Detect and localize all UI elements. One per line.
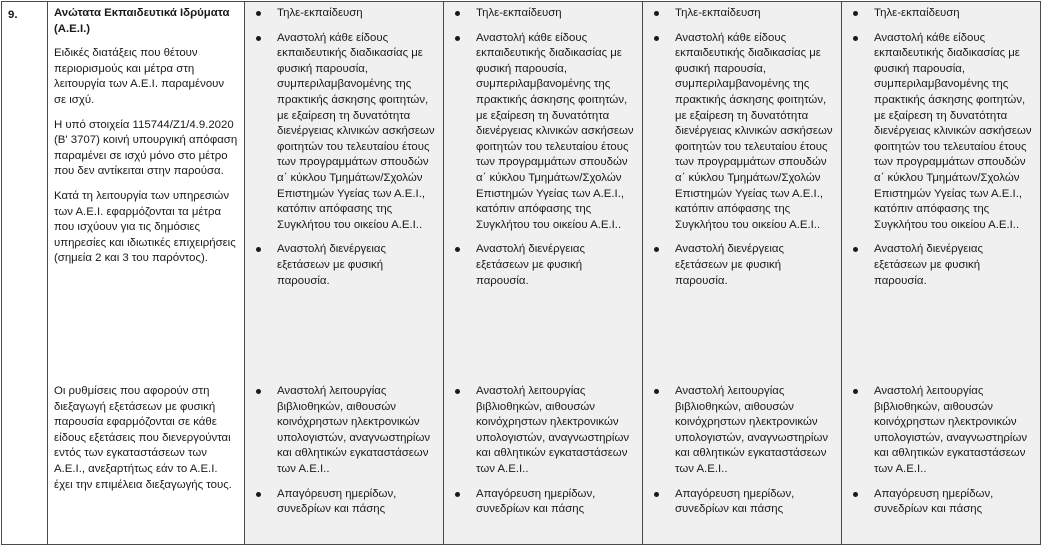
measures-column-2 [444,380,643,545]
category-paragraph: Οι ρυθμίσεις που αφορούν στη διεξαγωγή εξετάσεων με φυσική παρουσία εφαρμόζονται σε κάθε είδους εξετάσεις που διενεργούνται εντός των εγκαταστάσεων των Α.Ε.Ι., ανεξαρτήτως εάν το Α.Ε.Ι. έχει την επιμέλεια διεξαγωγής τους. [54,385,232,491]
measure-item: Αναστολή λειτουργίας βιβλιοθηκών, αιθουσών κοινόχρηστων ηλεκτρονικών υπολογιστών, αναγνωστηρίων και αθλητικών εγκαταστάσεων των Α.Ε.Ι.. [251,384,437,478]
measure-item: Τηλε-εκπαίδευση [848,6,1034,22]
measures-column-4 [842,380,1041,545]
category-cell [48,380,245,545]
measure-item: Αναστολή κάθε είδους εκπαιδευτικής διαδικασίας με φυσική παρουσία, συμπεριλαμβανομένης της πρακτικής άσκησης φοιτητών, με εξαίρεση τη δυνατότητα διενέργειας κλινικών ασκήσεων φοιτητών του τελευταίου έτους των προγραμμάτων σπουδών α΄ κύκλου Τμημάτων/Σχολών Επιστημών Υγείας των Α.Ε.Ι., κατόπιν απόφασης της Συγκλήτου του οικείου Α.Ε.Ι.. [450,31,636,234]
measures-list [450,384,636,518]
measure-item: Αναστολή διενέργειας εξετάσεων με φυσική παρουσία. [649,242,835,289]
measures-column-3 [643,2,842,381]
measures-column-1 [245,380,444,545]
measures-list [649,384,835,518]
category-paragraph: Η υπό στοιχεία 115744/Ζ1/4.9.2020 (Β' 3707) κοινή υπουργική απόφαση παραμένει σε ισχύ μόνο στο μέτρο που δεν αντίκειται στην παρούσα. [54,118,238,178]
measure-item: Αναστολή κάθε είδους εκπαιδευτικής διαδικασίας με φυσική παρουσία, συμπεριλαμβανομένης της πρακτικής άσκησης φοιτητών, με εξαίρεση τη δυνατότητα διενέργειας κλινικών ασκήσεων φοιτητών του τελευταίου έτους των προγραμμάτων σπουδών α΄ κύκλου Τμημάτων/Σχολών Επιστημών Υγείας των Α.Ε.Ι., κατόπιν απόφασης της Συγκλήτου του οικείου Α.Ε.Ι.. [649,31,835,234]
measure-item: Αναστολή λειτουργίας βιβλιοθηκών, αιθουσών κοινόχρηστων ηλεκτρονικών υπολογιστών, αναγνωστηρίων και αθλητικών εγκαταστάσεων των Α.Ε.Ι.. [649,384,835,478]
measures-list [450,6,636,289]
measures-column-1 [245,2,444,381]
measures-list [251,6,437,289]
measures-table [1,1,1041,545]
category-paragraph: Ειδικές διατάξεις που θέτουν περιορισμούς και μέτρα στη λειτουργία των Α.Ε.Ι. παραμένουν σε ισχύ. [54,47,225,106]
category-cell [48,2,245,381]
measure-item: Αναστολή διενέργειας εξετάσεων με φυσική παρουσία. [251,242,437,289]
measure-item: Τηλε-εκπαίδευση [649,6,835,22]
category-title: Ανώτατα Εκπαιδευτικά Ιδρύματα (Α.Ε.Ι.) [54,7,230,35]
row-number: 9. [2,2,48,381]
measures-list [251,384,437,518]
measure-item: Απαγόρευση ημερίδων, συνεδρίων και πάσης [450,487,636,518]
measure-item: Αναστολή λειτουργίας βιβλιοθηκών, αιθουσών κοινόχρηστων ηλεκτρονικών υπολογιστών, αναγνωστηρίων και αθλητικών εγκαταστάσεων των Α.Ε.Ι.. [450,384,636,478]
category-paragraph: Κατά τη λειτουργία των υπηρεσιών των Α.Ε.Ι. εφαρμόζονται τα μέτρα που ισχύουν για τις δημόσιες υπηρεσίες και ιδιωτικές επιχειρήσεις (σημεία 2 και 3 του παρόντος). [54,189,236,265]
measures-column-4 [842,2,1041,381]
table-row [2,380,1041,545]
measure-item: Απαγόρευση ημερίδων, συνεδρίων και πάσης [848,487,1034,518]
measure-item: Αναστολή διενέργειας εξετάσεων με φυσική παρουσία. [848,242,1034,289]
measure-item: Τηλε-εκπαίδευση [251,6,437,22]
measure-item: Αναστολή διενέργειας εξετάσεων με φυσική παρουσία. [450,242,636,289]
measures-list [848,6,1034,289]
measures-list [848,384,1034,518]
measures-column-3 [643,380,842,545]
measure-item: Τηλε-εκπαίδευση [450,6,636,22]
measure-item: Απαγόρευση ημερίδων, συνεδρίων και πάσης [649,487,835,518]
table-row [2,2,1041,381]
measure-item: Απαγόρευση ημερίδων, συνεδρίων και πάσης [251,487,437,518]
measure-item: Αναστολή λειτουργίας βιβλιοθηκών, αιθουσών κοινόχρηστων ηλεκτρονικών υπολογιστών, αναγνωστηρίων και αθλητικών εγκαταστάσεων των Α.Ε.Ι.. [848,384,1034,478]
measures-list [649,6,835,289]
measure-item: Αναστολή κάθε είδους εκπαιδευτικής διαδικασίας με φυσική παρουσία, συμπεριλαμβανομένης της πρακτικής άσκησης φοιτητών, με εξαίρεση τη δυνατότητα διενέργειας κλινικών ασκήσεων φοιτητών του τελευταίου έτους των προγραμμάτων σπουδών α΄ κύκλου Τμημάτων/Σχολών Επιστημών Υγείας των Α.Ε.Ι., κατόπιν απόφασης της Συγκλήτου του οικείου Α.Ε.Ι.. [848,31,1034,234]
measure-item: Αναστολή κάθε είδους εκπαιδευτικής διαδικασίας με φυσική παρουσία, συμπεριλαμβανομένης της πρακτικής άσκησης φοιτητών, με εξαίρεση τη δυνατότητα διενέργειας κλινικών ασκήσεων φοιτητών του τελευταίου έτους των προγραμμάτων σπουδών α΄ κύκλου Τμημάτων/Σχολών Επιστημών Υγείας των Α.Ε.Ι., κατόπιν απόφασης της Συγκλήτου του οικείου Α.Ε.Ι.. [251,31,437,234]
measures-column-2 [444,2,643,381]
row-number-continued [2,380,48,545]
